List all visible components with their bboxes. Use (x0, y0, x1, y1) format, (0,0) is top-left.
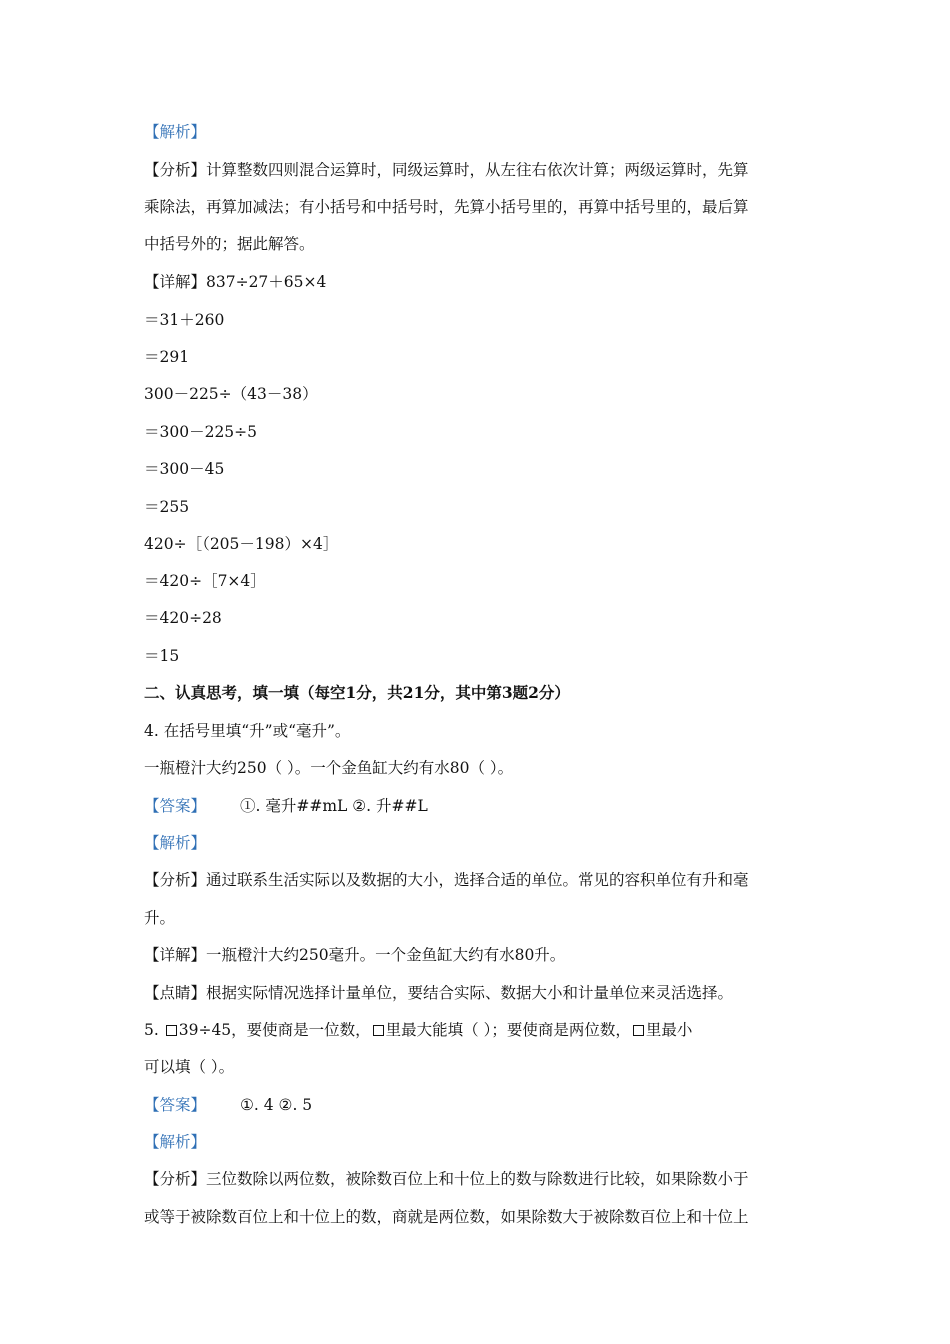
calc-step: ＝420÷［7×4］ (144, 572, 266, 590)
analysis-heading: 【解析】 (144, 123, 207, 141)
blank-box-icon (166, 1025, 177, 1036)
calc-step: ＝15 (144, 647, 180, 665)
question-4-body: 一瓶橙汁大约250（ ）。一个金鱼缸大约有水80（ ）。 (144, 759, 514, 777)
answer-tag: 【答案】 (144, 797, 207, 815)
analysis-heading: 【解析】 (144, 1133, 207, 1151)
question-5-text: 39÷45，要使商是一位数， (178, 1021, 371, 1039)
answer-line (144, 1094, 824, 1116)
analysis-text: 【分析】计算整数四则混合运算时，同级运算时，从左往右依次计算；两级运算时，先算 (144, 161, 749, 179)
calc-step: ＝255 (144, 498, 190, 516)
analysis-text: 乘除法，再算加减法；有小括号和中括号时，先算小括号里的，再算中括号里的，最后算 (144, 198, 749, 216)
tip-text: 【点睛】根据实际情况选择计量单位，要结合实际、数据大小和计量单位来灵活选择。 (144, 984, 734, 1002)
analysis-text: 升。 (144, 909, 176, 927)
calc-step: ＝31＋260 (144, 311, 225, 329)
question-5-text: 里最大能填（ ）；要使商是两位数， (385, 1021, 631, 1039)
question-4: 4. 在括号里填“升”或“毫升”。 (144, 722, 351, 740)
blank-box-icon (633, 1025, 644, 1036)
answer-tag: 【答案】 (144, 1096, 207, 1114)
calc-step: ＝420÷28 (144, 609, 222, 627)
answer-text: ①. 4 ②. 5 (240, 1096, 313, 1114)
analysis-heading: 【解析】 (144, 834, 207, 852)
calc-step: ＝300－45 (144, 460, 225, 478)
analysis-text: 【分析】通过联系生活实际以及数据的大小，选择合适的单位。常见的容积单位有升和毫 (144, 871, 749, 889)
calc-step: ＝300－225÷5 (144, 423, 258, 441)
question-5-body: 可以填（ ）。 (144, 1058, 235, 1076)
blank-box-icon (373, 1025, 384, 1036)
answer-line (144, 795, 824, 817)
detail-text: 【详解】一瓶橙汁大约250毫升。一个金鱼缸大约有水80升。 (144, 946, 566, 964)
analysis-text: 或等于被除数百位上和十位上的数，商就是两位数，如果除数大于被除数百位上和十位上 (144, 1208, 749, 1226)
calc-step: 420÷［（205－198）×4］ (144, 535, 339, 553)
question-5 (144, 1019, 824, 1041)
calc-step: 300－225÷（43－38） (144, 385, 318, 403)
calc-step: ＝291 (144, 348, 190, 366)
section-heading: 二、认真思考，填一填（每空1分，共21分，其中第3题2分） (144, 683, 570, 702)
question-number: 5. (144, 1021, 159, 1039)
analysis-text: 【分析】三位数除以两位数，被除数百位上和十位上的数与除数进行比较，如果除数小于 (144, 1170, 749, 1188)
detail-text: 【详解】837÷27＋65×4 (144, 273, 327, 291)
answer-text: ①. 毫升##mL ②. 升##L (240, 797, 428, 815)
analysis-text: 中括号外的；据此解答。 (144, 235, 315, 253)
question-5-text: 里最小 (645, 1021, 693, 1039)
